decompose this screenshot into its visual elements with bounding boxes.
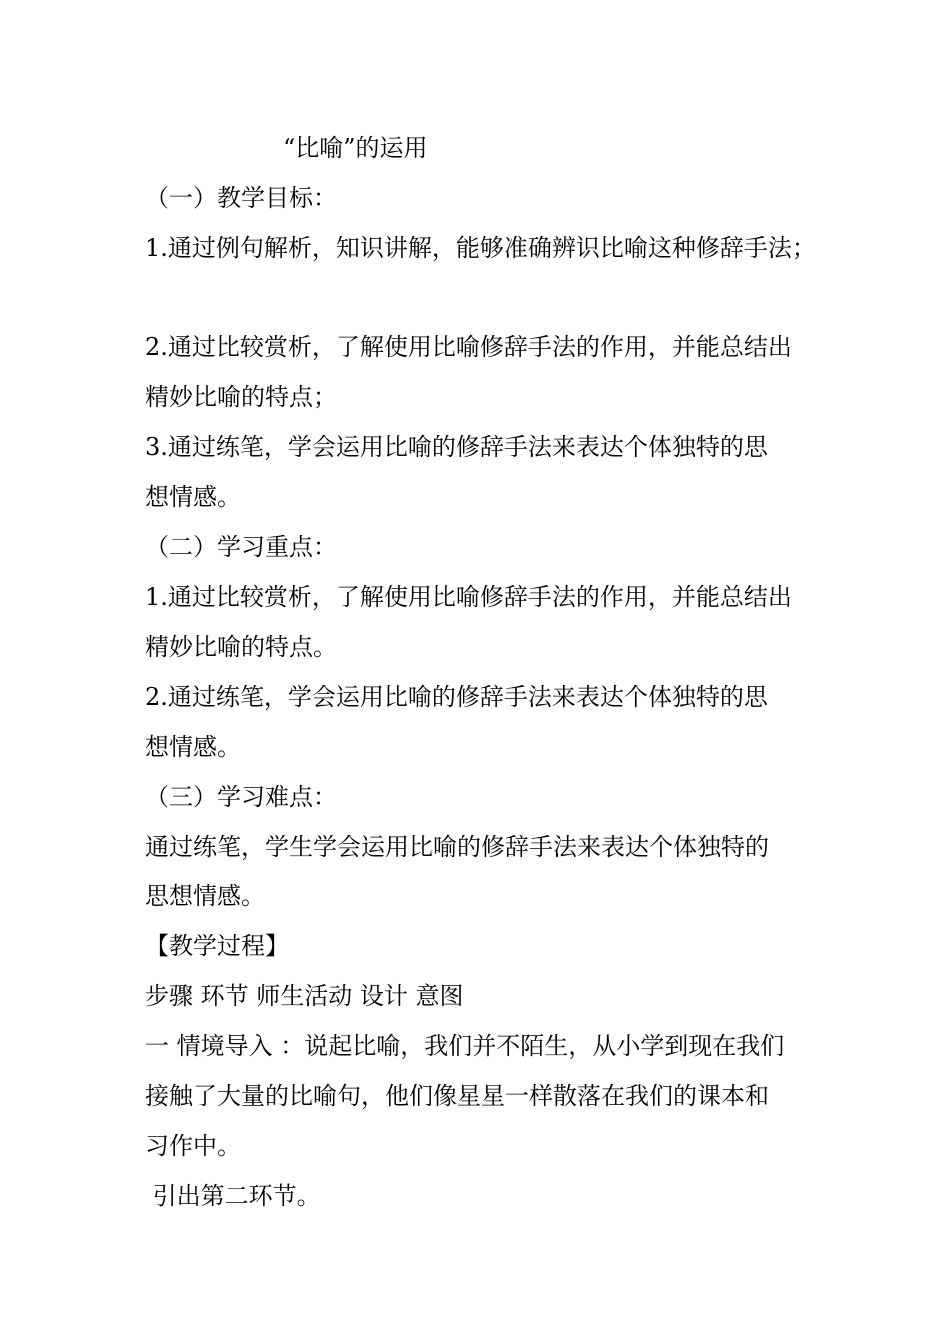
process-columns: 步骤 环节 师生活动 设计 意图 <box>145 982 464 1010</box>
difficulty-line-1: 通过练笔，学生学会运用比喻的修辞手法来表达个体独特的 <box>145 833 769 861</box>
key-point-2-line-2: 想情感。 <box>145 733 241 761</box>
difficulty-line-2: 思想情感。 <box>145 882 265 910</box>
process-heading: 【教学过程】 <box>145 932 289 960</box>
objective-item-1: 1.通过例句解析，知识讲解，能够准确辨识比喻这种修辞手法； <box>145 234 816 262</box>
step-1-line-3: 习作中。 <box>145 1132 241 1160</box>
section-heading-key-points: （二）学习重点： <box>145 533 337 561</box>
key-point-2-line-1: 2.通过练笔，学会运用比喻的修辞手法来表达个体独特的思 <box>145 683 768 711</box>
step-1-line-4: 引出第二环节。 <box>145 1182 321 1210</box>
section-heading-difficulties: （三）学习难点： <box>145 783 337 811</box>
section-heading-objectives: （一）教学目标： <box>145 184 337 212</box>
objective-item-2-line-2: 精妙比喻的特点； <box>145 383 337 411</box>
objective-item-3-line-2: 想情感。 <box>145 483 241 511</box>
key-point-1-line-2: 精妙比喻的特点。 <box>145 633 337 661</box>
step-1-line-1: 一 情境导入 ：说起比喻，我们并不陌生，从小学到现在我们 <box>145 1032 785 1060</box>
objective-item-3-line-1: 3.通过练笔，学会运用比喻的修辞手法来表达个体独特的思 <box>145 433 768 461</box>
key-point-1-line-1: 1.通过比较赏析，了解使用比喻修辞手法的作用，并能总结出 <box>145 583 792 611</box>
step-1-line-2: 接触了大量的比喻句，他们像星星一样散落在我们的课本和 <box>145 1082 769 1110</box>
objective-item-2-line-1: 2.通过比较赏析，了解使用比喻修辞手法的作用，并能总结出 <box>145 333 792 361</box>
document-title: “比喻”的运用 <box>283 134 428 162</box>
